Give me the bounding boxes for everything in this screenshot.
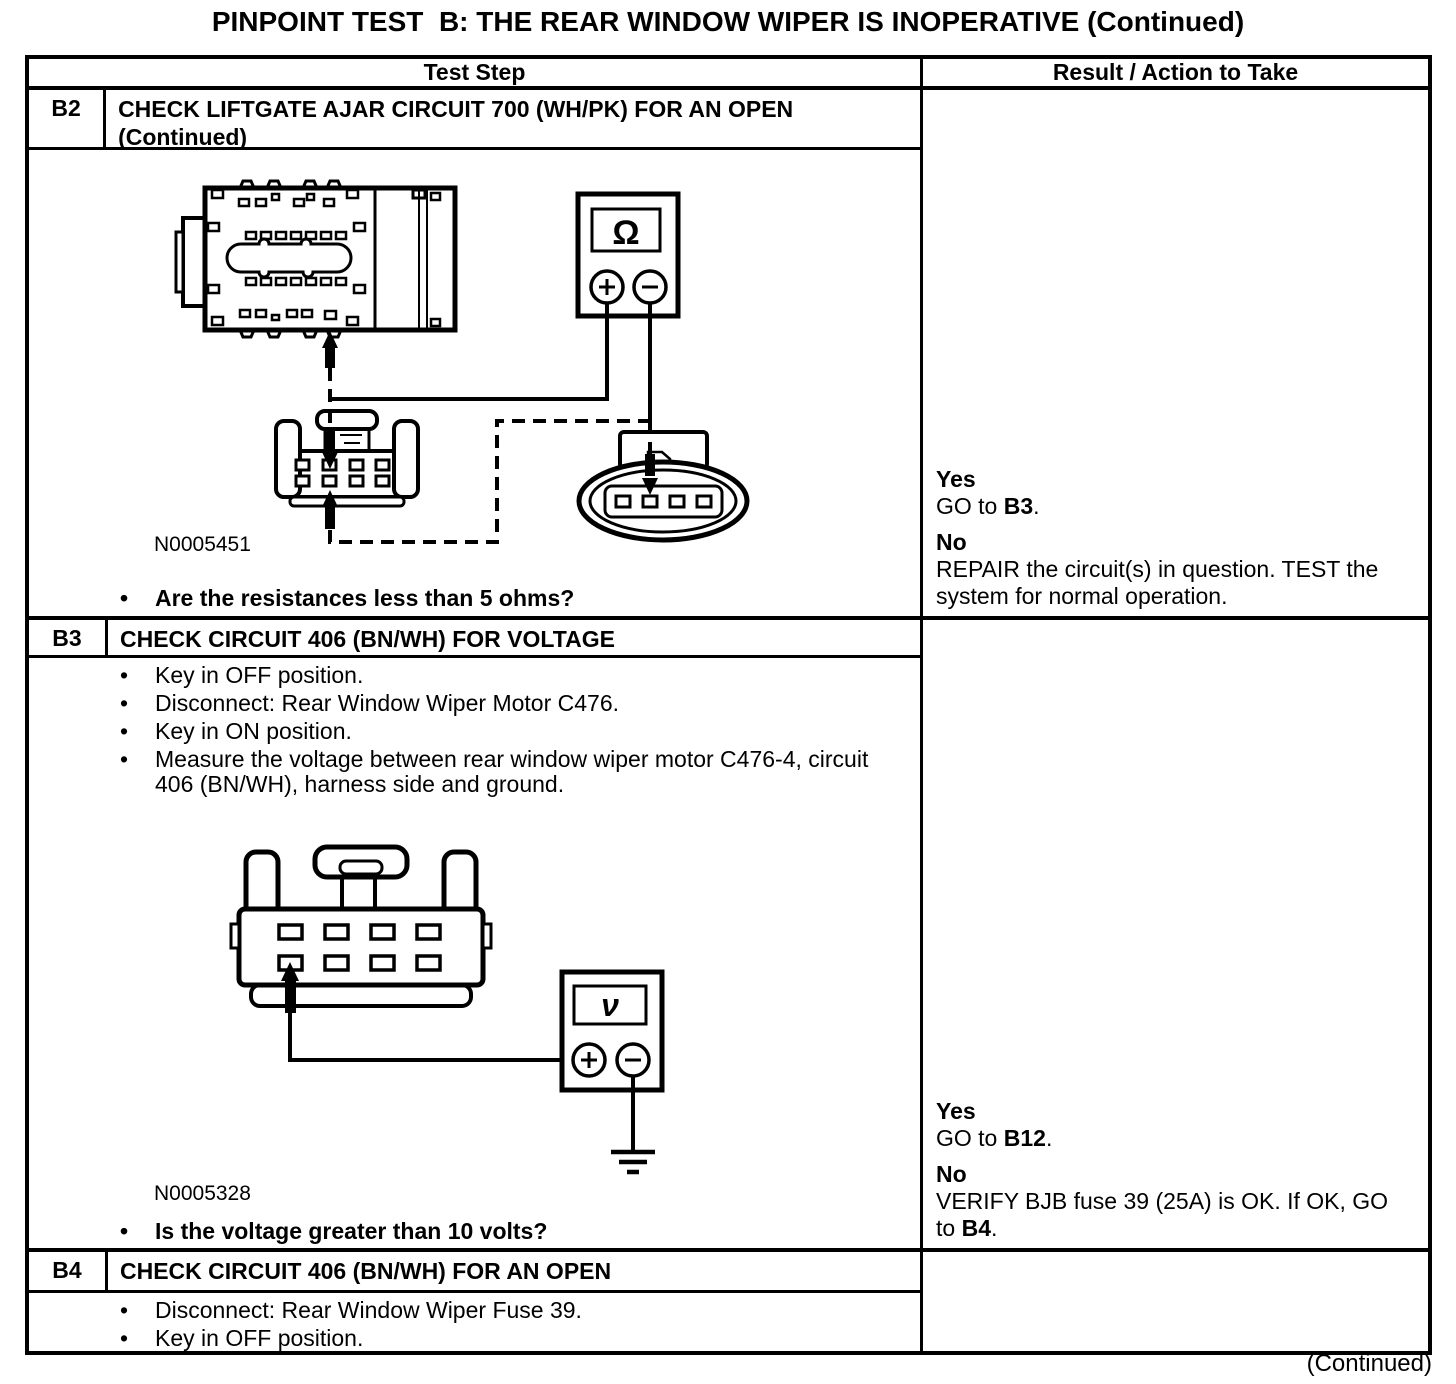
b3-no-action: VERIFY BJB fuse 39 (25A) is OK. If OK, GO to B4. — [936, 1188, 1389, 1241]
bullet-icon: • — [120, 585, 129, 611]
b3-step-id: B3 — [29, 620, 108, 655]
b3-question-text: Is the voltage greater than 10 volts? — [155, 1218, 548, 1244]
page-title: PINPOINT TEST B: THE REAR WINDOW WIPER IS INOPERATIVE (Continued) — [211, 6, 1245, 37]
b3-no-label: No — [936, 1161, 967, 1187]
bullet-icon: • — [120, 1325, 129, 1351]
list-item: • Disconnect: Rear Window Wiper Motor C476. — [120, 690, 619, 716]
list-item: • Key in ON position. — [120, 718, 352, 744]
volt-symbol: ν — [601, 987, 619, 1023]
b2-step-title: CHECK LIFTGATE AJAR CIRCUIT 700 (WH/PK) FOR AN OPEN (Continued) — [118, 96, 794, 150]
table-header-row — [29, 59, 1428, 90]
module-connector — [176, 181, 455, 337]
minus-terminal-icon — [617, 1044, 649, 1076]
minus-terminal-icon — [634, 271, 666, 303]
bullet-icon: • — [120, 718, 129, 744]
ohm-symbol: Ω — [612, 214, 640, 252]
b3-result-cell — [923, 620, 1428, 1248]
figure-b3-voltage-check — [140, 827, 780, 1207]
bullet-icon: • — [120, 690, 129, 716]
continued-note: (Continued) — [1306, 1350, 1432, 1377]
bullet-icon: • — [120, 662, 129, 688]
b2-question — [120, 586, 920, 610]
bullet-icon: • — [120, 746, 129, 772]
b3-step-title: CHECK CIRCUIT 406 (BN/WH) FOR VOLTAGE — [120, 626, 615, 652]
ground-icon — [611, 1152, 655, 1172]
header-result-action: Result / Action to Take — [1052, 59, 1299, 85]
module-center-slot — [227, 239, 351, 277]
ohmmeter — [578, 194, 678, 316]
test-step-row-b2 — [29, 90, 1428, 616]
b4-step-body — [29, 1293, 920, 1351]
b3-yes-label: Yes — [936, 1098, 976, 1124]
wiper-motor-connector — [231, 847, 491, 1006]
b2-no-action: REPAIR the circuit(s) in question. TEST the system for normal operation. — [936, 556, 1379, 609]
b4-title-row — [29, 1252, 920, 1293]
b2-step-id: B2 — [29, 90, 106, 147]
connector-8pin — [276, 411, 418, 506]
b2-yes-action: GO to B3. — [936, 493, 1040, 519]
b4-step-title: CHECK CIRCUIT 406 (BN/WH) FOR AN OPEN — [120, 1258, 612, 1284]
b2-yes-label: Yes — [936, 466, 976, 492]
bullet-icon: • — [120, 1297, 129, 1323]
b2-result-cell — [923, 90, 1428, 616]
bullet-icon: • — [120, 1218, 129, 1244]
b4-step-id: B4 — [29, 1252, 108, 1290]
b3-test-step-cell — [29, 620, 923, 1248]
b4-test-step-cell — [29, 1252, 923, 1351]
b4-result-cell — [923, 1252, 1428, 1351]
positive-lead-wire — [290, 1013, 585, 1060]
voltmeter — [562, 972, 662, 1090]
b3-step-body — [29, 658, 920, 1243]
test-step-row-b3 — [29, 616, 1428, 1248]
b3-question — [120, 1219, 920, 1243]
plus-terminal-icon — [591, 271, 623, 303]
b3-title-row — [29, 620, 920, 658]
b2-no-label: No — [936, 529, 967, 555]
test-step-row-b4 — [29, 1248, 1428, 1351]
b3-yes-action: GO to B12. — [936, 1125, 1053, 1151]
list-item: • Measure the voltage between rear window wiper motor C476-4, circuit 406 (BN/WH), harness side and ground. — [120, 746, 869, 797]
b2-test-step-cell — [29, 90, 923, 616]
b2-title-row — [29, 90, 920, 150]
plus-terminal-icon — [573, 1044, 605, 1076]
list-item: • Disconnect: Rear Window Wiper Fuse 39. — [120, 1297, 582, 1323]
figure-b2-resistance-check — [140, 154, 780, 564]
list-item: • Key in OFF position. — [120, 1325, 364, 1351]
figure-label: N0005328 — [154, 1182, 251, 1205]
list-item: • Key in OFF position. — [120, 662, 364, 688]
figure-label: N0005451 — [154, 533, 251, 556]
pinpoint-test-table — [25, 55, 1432, 1355]
b2-question-text: Are the resistances less than 5 ohms? — [155, 585, 575, 611]
header-test-step: Test Step — [29, 59, 923, 86]
b2-step-body — [29, 154, 920, 610]
oval-connector — [579, 432, 747, 540]
